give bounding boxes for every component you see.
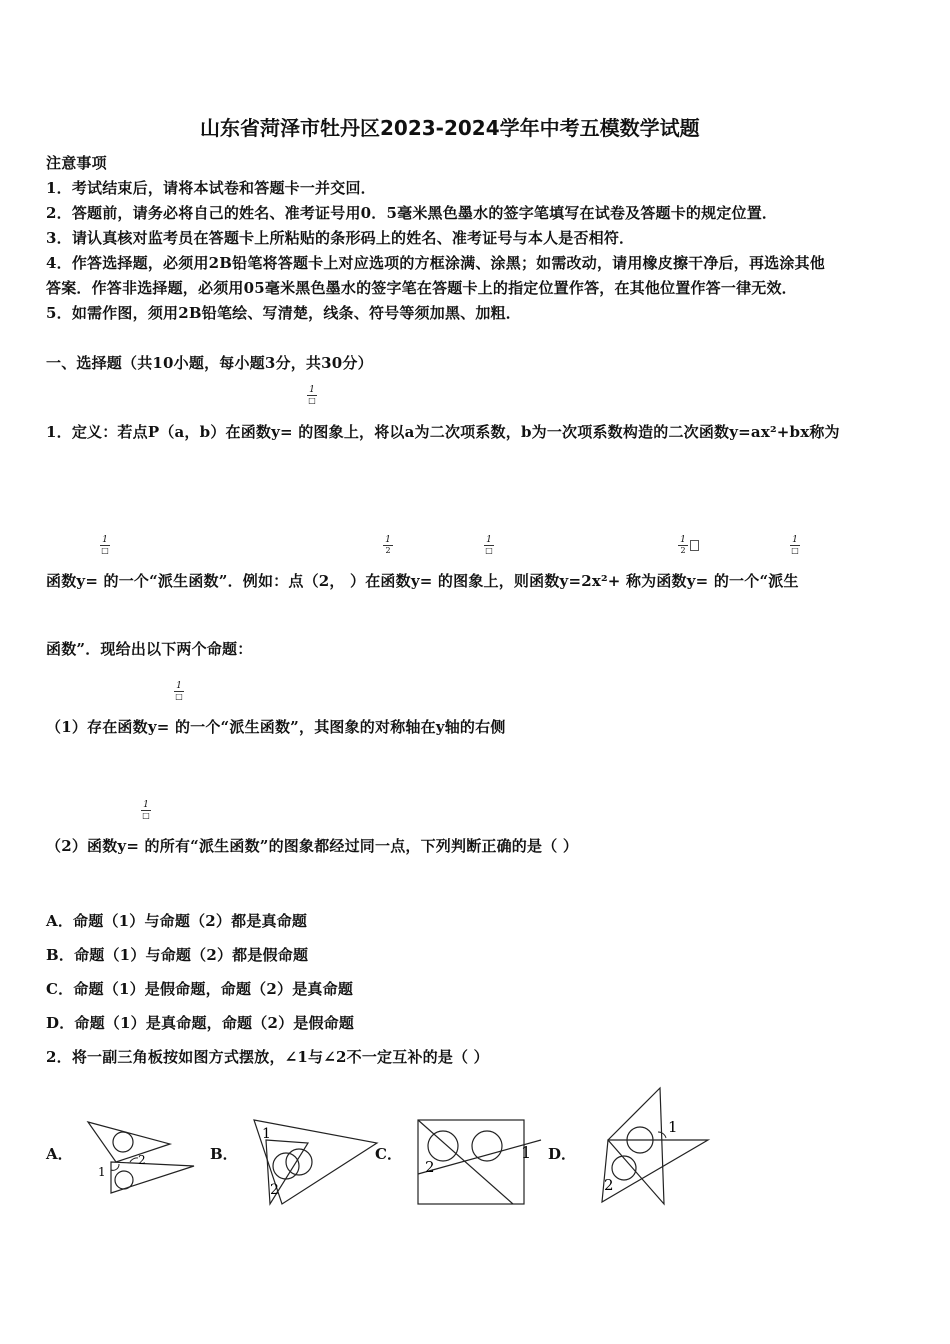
notice-item-4-cont: 答案．作答非选择题，必须用05毫米黑色墨水的签字笔在答题卡上的指定位置作答，在其他位置作答一律无效． — [46, 279, 797, 297]
figure-b — [252, 1116, 382, 1208]
fraction-2: 1 □ — [101, 535, 109, 555]
notice-item-4: 4．作答选择题，必须用2B铅笔将答题卡上对应选项的方框涂满、涂黑；如需改动，请用橡皮擦干净后，再选涂其他 — [46, 254, 825, 272]
q1-option-b: B．命题（1）与命题（2）都是假命题 — [46, 946, 309, 964]
angle-1-label: 1 — [98, 1165, 106, 1179]
fraction-4: 1 □ — [791, 535, 799, 555]
q1-proposition-1: （1）存在函数y= 的一个“派生函数”，其图象的对称轴在y轴的右侧 — [46, 718, 506, 736]
q1-line1: 1．定义：若点P（a，b）在函数y= 的图象上，将以a为二次项系数，b为一次项系数构造的二次函数y=ax²+bx称为 — [46, 423, 840, 441]
q1-proposition-2: （2）函数y= 的所有“派生函数”的图象都经过同一点，下列判断正确的是（ ） — [46, 837, 579, 855]
q2-label-a: A． — [46, 1145, 73, 1163]
angle-2-label: 2 — [604, 1176, 614, 1194]
page-title: 山东省菏泽市牡丹区2023-2024学年中考五模数学试题 — [200, 116, 700, 140]
figure-a — [86, 1118, 196, 1208]
notice-item-5: 5．如需作图，须用2B铅笔绘、写清楚，线条、符号等须加黑、加粗． — [46, 304, 521, 322]
q2-text: 2．将一副三角板按如图方式摆放，∠1与∠2不一定互补的是（ ） — [46, 1048, 489, 1066]
notice-item-3: 3．请认真核对监考员在答题卡上所粘贴的条形码上的姓名、准考证号与本人是否相符． — [46, 229, 635, 247]
notice-item-2: 2．答题前，请务必将自己的姓名、准考证号用0．5毫米黑色墨水的签字笔填写在试卷及答题卡的规定位置． — [46, 204, 778, 222]
q1-option-c: C．命题（1）是假命题，命题（2）是真命题 — [46, 980, 354, 998]
q2-label-c: C． — [375, 1145, 402, 1163]
figure-d — [598, 1086, 713, 1206]
section-heading: 一、选择题（共10小题，每小题3分，共30分） — [46, 354, 373, 372]
fraction-half-1: $\frac{1}{2}$ — [383, 535, 393, 556]
q2-label-d: D． — [548, 1145, 577, 1163]
q2-label-b: B． — [210, 1145, 238, 1163]
fraction-3: 1 □ — [485, 535, 493, 555]
angle-2-label: 2 — [425, 1158, 435, 1176]
angle-1-label: 1 — [521, 1143, 532, 1162]
fraction-half-2: $\frac{1}{2}$ — [678, 535, 688, 556]
placeholder-box — [690, 540, 699, 551]
q1-option-d: D．命题（1）是真命题，命题（2）是假命题 — [46, 1014, 355, 1032]
notice-item-1: 1．考试结束后，请将本试卷和答题卡一并交回． — [46, 179, 376, 197]
angle-1-label: 1 — [668, 1118, 678, 1136]
angle-2-label: 2 — [138, 1153, 146, 1167]
notice-heading: 注意事项 — [46, 154, 107, 172]
fraction-1: 1 □ — [308, 385, 316, 405]
q1-option-a: A．命题（1）与命题（2）都是真命题 — [46, 912, 308, 930]
angle-2-label: 2 — [270, 1182, 279, 1198]
fraction-5: 1 □ — [175, 681, 183, 701]
fraction-6: 1 □ — [142, 800, 150, 820]
q1-line2: 函数y= 的一个“派生函数”．例如：点（2， ）在函数y= 的图象上，则函数y=2x²+ 称为函数y= 的一个“派生 — [46, 572, 799, 590]
angle-1-label: 1 — [262, 1126, 271, 1142]
q1-line3: 函数”．现给出以下两个命题： — [46, 640, 253, 658]
figure-c — [413, 1118, 543, 1208]
